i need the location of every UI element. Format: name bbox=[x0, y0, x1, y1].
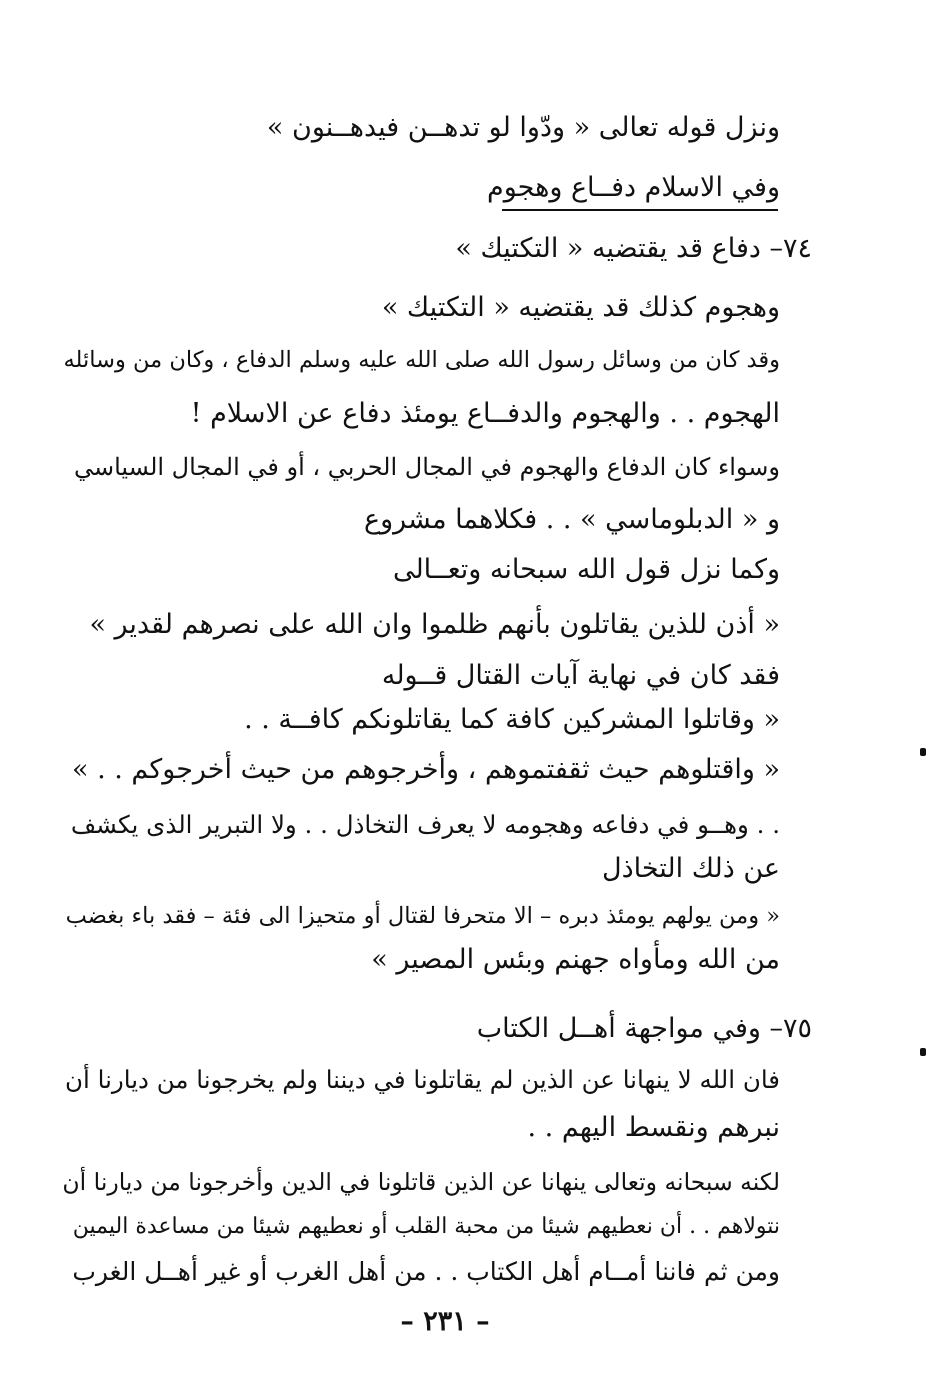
text-line: وقد كان من وسائل رسول الله صلى الله عليه وسلم الدفاع ، وكان من وسائله bbox=[63, 347, 780, 373]
text-line: وسواء كان الدفاع والهجوم في المجال الحربي ، أو في المجال السياسي bbox=[73, 453, 780, 481]
quote-line: « أذن للذين يقاتلون بأنهم ظلموا وان الله على نصرهم لقدير » bbox=[89, 609, 780, 640]
heading-underline bbox=[502, 209, 778, 211]
margin-mark bbox=[920, 748, 926, 756]
text-line: نتولاهم . . أن نعطيهم شيئا من محبة القلب أو نعطيهم شيئا من مساعدة اليمين bbox=[72, 1214, 780, 1239]
text-line: و « الدبلوماسي » . . فكلاهما مشروع bbox=[363, 504, 780, 535]
numbered-item-74: ٧٤– دفاع قد يقتضيه « التكتيك » bbox=[455, 233, 812, 264]
quote-line: من الله ومأواه جهنم وبئس المصير » bbox=[371, 944, 780, 975]
margin-mark bbox=[920, 1048, 926, 1056]
text-line: وكما نزل قول الله سبحانه وتعــالى bbox=[392, 554, 780, 585]
section-heading: وفي الاسلام دفــاع وهجوم bbox=[486, 172, 780, 203]
text-line: فقد كان في نهاية آيات القتال قــوله bbox=[381, 660, 780, 691]
text-line: لكنه سبحانه وتعالى ينهانا عن الذين قاتلونا في الدين وأخرجونا من ديارنا أن bbox=[62, 1168, 780, 1196]
quote-line: « واقتلوهم حيث ثقفتموهم ، وأخرجوهم من حيث أخرجوكم . . » bbox=[72, 754, 780, 785]
text-line: ونزل قوله تعالى « ودّوا لو تدهــن فيدهــنون » bbox=[266, 112, 780, 143]
quote-line: « وقاتلوا المشركين كافة كما يقاتلونكم كافــة . . bbox=[244, 704, 780, 735]
page-number: – ٢٣١ – bbox=[400, 1306, 490, 1337]
numbered-item-75: ٧٥– وفي مواجهة أهــل الكتاب bbox=[476, 1013, 812, 1044]
text-line: نبرهم ونقسط اليهم . . bbox=[527, 1112, 780, 1143]
text-line: عن ذلك التخاذل bbox=[601, 853, 780, 884]
text-line: فان الله لا ينهانا عن الذين لم يقاتلونا في ديننا ولم يخرجونا من ديارنا أن bbox=[65, 1065, 780, 1094]
text-line: . . وهــو في دفاعه وهجومه لا يعرف التخاذل . . ولا التبرير الذى يكشف bbox=[70, 810, 780, 839]
text-line: وهجوم كذلك قد يقتضيه « التكتيك » bbox=[381, 292, 780, 323]
text-line: الهجوم . . والهجوم والدفــاع يومئذ دفاع عن الاسلام ! bbox=[190, 398, 780, 429]
text-line: ومن ثم فاننا أمــام أهل الكتاب . . من أهل الغرب أو غير أهــل الغرب bbox=[72, 1257, 780, 1286]
quote-line: « ومن يولهم يومئذ دبره – الا متحرفا لقتال أو متحيزا الى فئة – فقد باء بغضب bbox=[65, 903, 780, 929]
